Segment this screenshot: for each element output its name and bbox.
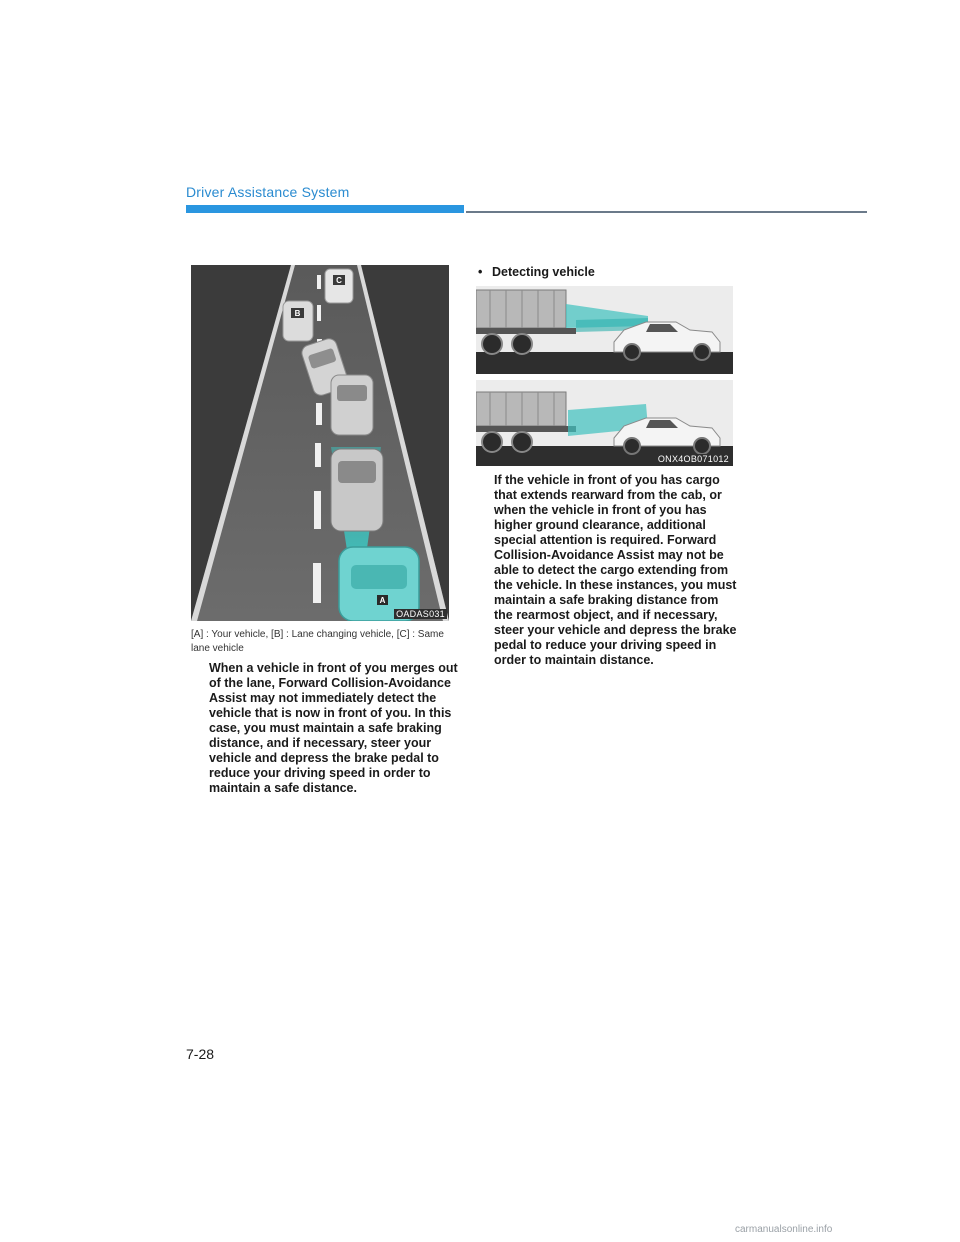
label-c: C [336, 276, 342, 285]
bullet-dot: • [478, 265, 483, 279]
bullet-heading [478, 265, 595, 279]
site-watermark: carmanualsonline.info [735, 1224, 833, 1235]
figure-caption: [A] : Your vehicle, [B] : Lane changing vehicle, [C] : Same lane vehicle [191, 629, 444, 654]
truck-detection-illustration-top [476, 286, 733, 374]
body-paragraph-left: When a vehicle in front of you merges out of the lane, Forward Collision-Avoidance Assist may not immediately detect the vehicle that is now in front of you. In this case, you must maintain a safe braking distance, and if necessary, steer your vehicle and depress the brake pedal to reduce your driving speed in order to maintain a safe distance. [209, 661, 458, 795]
header-rule-gray [466, 211, 867, 213]
bullet-label: Detecting vehicle [492, 265, 595, 279]
body-paragraph-right: If the vehicle in front of you has cargo that extends rearward from the cab, or when the vehicle in front of you has higher ground clearance, additional special attention is required. Forward Collision-Avoidance Assist may not be able to detect the cargo extending from the vehicle. In these instances, you must maintain a safe braking distance from the rearmost object, and if necessary, steer your vehicle and depress the brake pedal to reduce your driving speed in order to maintain distance. [494, 473, 737, 667]
truck-detection-illustration-bottom [476, 380, 733, 466]
figure-code-left: OADAS031 [396, 609, 445, 619]
label-b: B [294, 309, 301, 318]
label-a: A [379, 596, 386, 605]
header-rule-blue [186, 205, 464, 213]
road-illustration [191, 265, 449, 621]
figure-code-right: ONX4OB071012 [657, 454, 729, 464]
section-title: Driver Assistance System [186, 184, 350, 200]
page-number: 7-28 [186, 1046, 215, 1062]
